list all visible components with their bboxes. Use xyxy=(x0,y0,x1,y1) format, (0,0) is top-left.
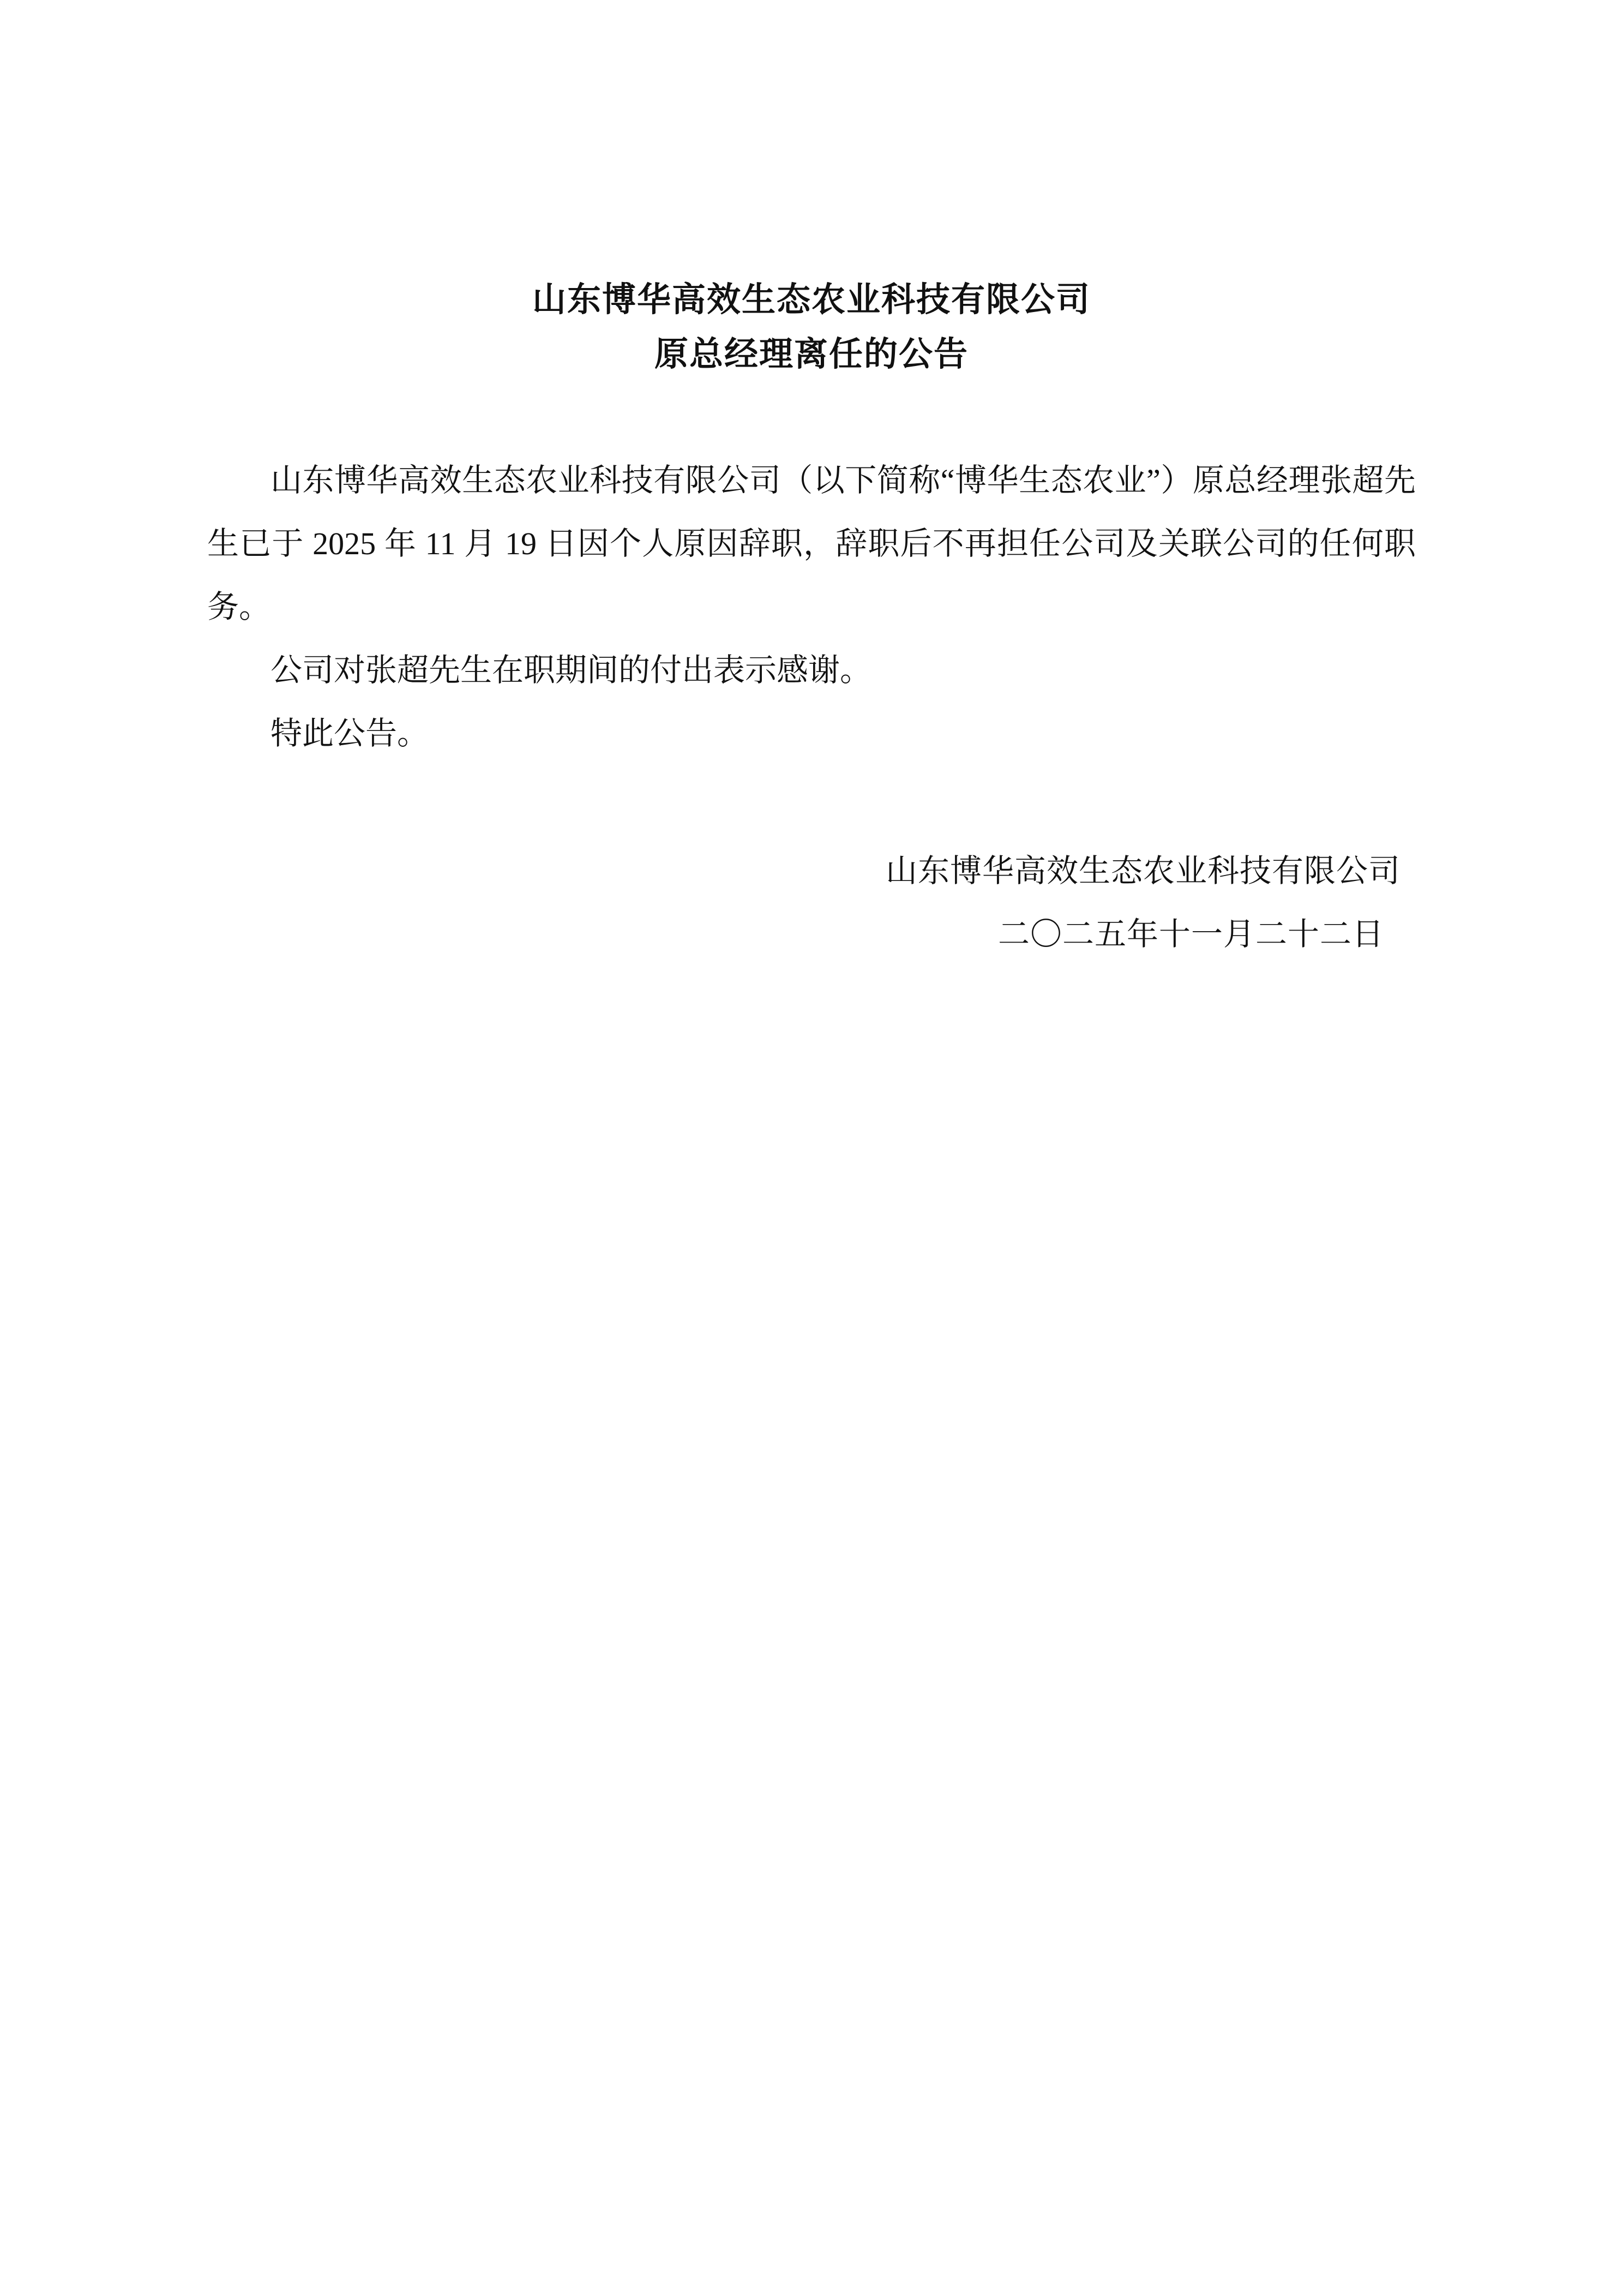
paragraph-1: 山东博华高效生态农业科技有限公司（以下简称“博华生态农业”）原总经理张超先生已于 2025 年 11 月 19 日因个人原因辞职，辞职后不再担任公司及关联公司的任何职务。 xyxy=(207,462,1416,625)
signature-block xyxy=(207,840,1416,966)
document-body xyxy=(207,273,1416,966)
title-line-1: 山东博华高效生态农业科技有限公司 xyxy=(532,281,1091,319)
document-title xyxy=(207,273,1416,382)
signature-company: 山东博华高效生态农业科技有限公司 xyxy=(885,853,1400,889)
title-spacer xyxy=(207,382,1416,449)
title-line-2: 原总经理离任的公告 xyxy=(654,336,969,374)
paragraph-3: 特此公告。 xyxy=(270,715,429,751)
signature-date: 二〇二五年十一月二十二日 xyxy=(997,916,1384,952)
paragraph-2: 公司对张超先生在职期间的付出表示感谢。 xyxy=(270,652,872,688)
